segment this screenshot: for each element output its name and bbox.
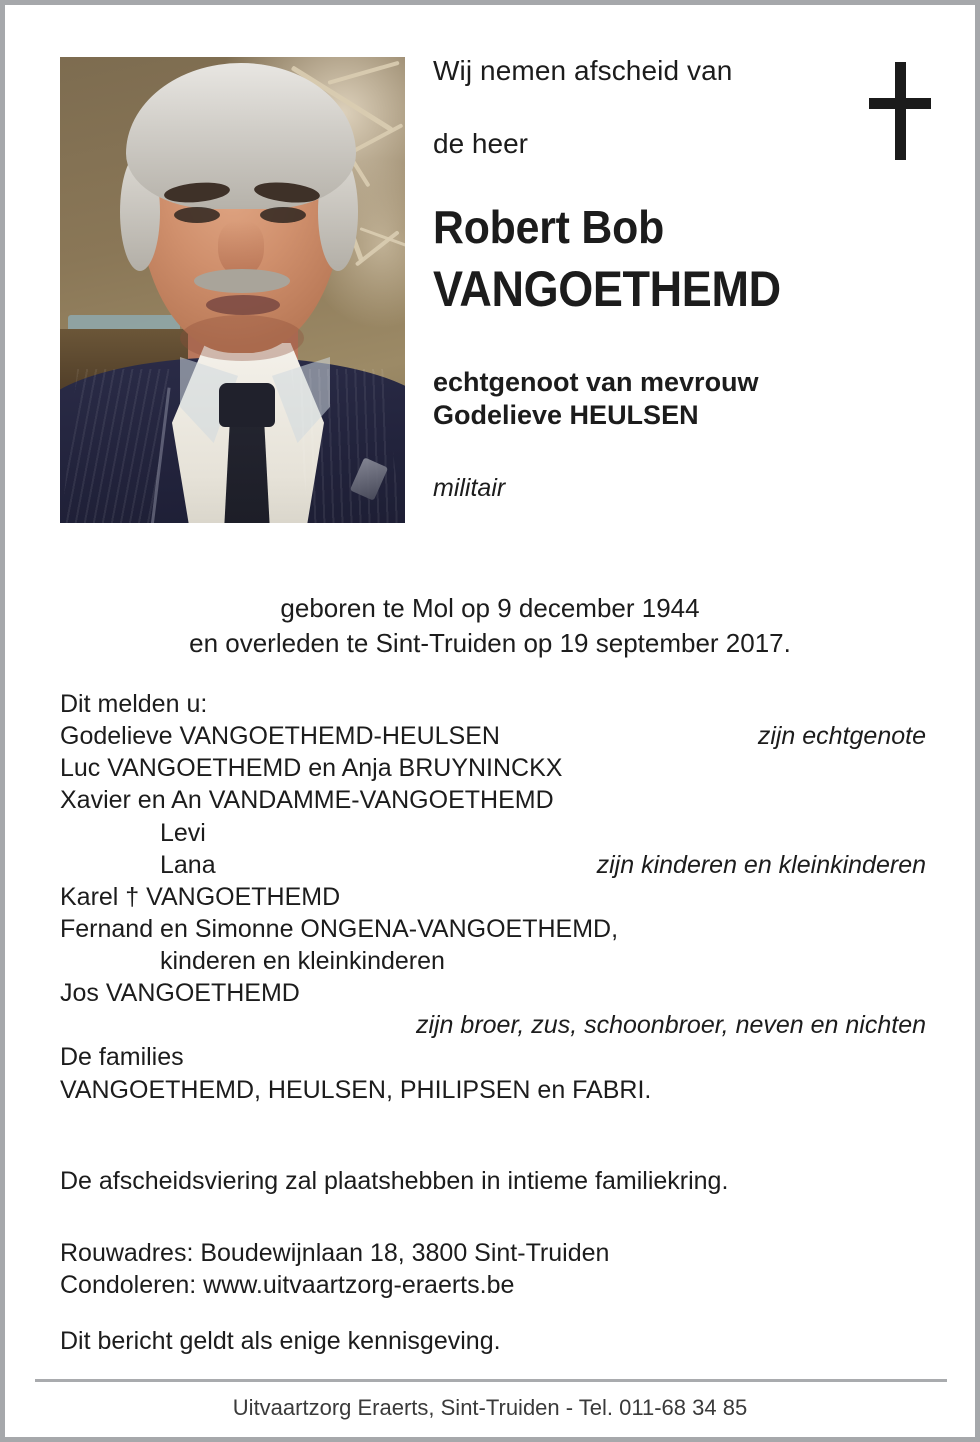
footer-divider: [35, 1379, 947, 1382]
family-line: [60, 881, 926, 913]
family-line: [60, 849, 926, 881]
family-name: Levi: [160, 818, 206, 847]
family-line: [60, 784, 926, 816]
deceased-first-name: Robert Bob: [433, 201, 665, 253]
profession-label: militair: [433, 473, 506, 502]
family-name: Fernand en Simonne ONGENA-VANGOETHEMD,: [60, 914, 619, 943]
family-line: [60, 752, 926, 784]
family-line: [60, 977, 926, 1009]
portrait-eye-right: [260, 207, 306, 223]
notice-paragraph: Dit bericht geldt als enige kennisgeving.: [60, 1327, 501, 1355]
mourning-address: Rouwadres: Boudewijnlaan 18, 3800 Sint-Truiden: [60, 1239, 610, 1267]
portrait-tie: [223, 423, 271, 523]
birth-line: geboren te Mol op 9 december 1944: [280, 593, 700, 623]
honorific-title: de heer: [433, 128, 528, 159]
family-descriptor: zijn echtgenote: [757, 722, 926, 751]
portrait-tie-knot: [219, 383, 275, 427]
family-line: [60, 817, 926, 849]
family-name: kinderen en kleinkinderen: [160, 947, 445, 975]
family-line: [60, 945, 926, 977]
life-dates: [5, 591, 975, 660]
spouse-line-2: Godelieve HEULSEN: [433, 399, 699, 430]
family-name: Karel † VANGOETHEMD: [60, 882, 341, 911]
photo-background: [60, 57, 405, 523]
announcement-intro: Dit melden u:: [60, 690, 208, 718]
header-text-block: [433, 57, 933, 501]
relatives-descriptor: zijn broer, zus, schoonbroer, neven en nichten: [415, 1011, 926, 1040]
family-name: Luc VANGOETHEMD en Anja BRUYNINCKX: [60, 754, 563, 783]
funeral-home-footer: Uitvaartzorg Eraerts, Sint-Truiden - Tel. 011-68 34 85: [232, 1395, 748, 1420]
ceremony-paragraph: De afscheidsviering zal plaatshebben in intieme familiekring.: [60, 1167, 729, 1195]
address-block: [60, 1237, 609, 1301]
portrait-mouth: [206, 295, 280, 315]
family-name: Xavier en An VANDAMME-VANGOETHEMD: [60, 786, 554, 815]
portrait-eye-left: [174, 207, 220, 223]
deceased-last-name: VANGOETHEMD: [433, 261, 781, 317]
families-names: VANGOETHEMD, HEULSEN, PHILIPSEN en FABRI.: [60, 1075, 652, 1104]
farewell-lead: Wij nemen afscheid van: [433, 55, 733, 86]
families-label: De families: [60, 1043, 184, 1072]
family-name: Godelieve VANGOETHEMD-HEULSEN: [60, 722, 500, 751]
death-line: en overleden te Sint-Truiden op 19 september 2017.: [189, 627, 791, 658]
family-name: Lana: [160, 850, 216, 879]
spouse-block: [433, 366, 933, 432]
deceased-portrait-photo: [60, 57, 405, 523]
family-descriptor: zijn kinderen en kleinkinderen: [596, 850, 926, 879]
condolences-link[interactable]: Condoleren: www.uitvaartzorg-eraerts.be: [60, 1271, 515, 1300]
portrait-chin-shadow: [180, 315, 304, 361]
branch-decor-icon: [327, 61, 399, 85]
family-line: [60, 913, 926, 945]
portrait-moustache: [194, 269, 290, 293]
spouse-line-1: echtgenoot van mevrouw: [433, 367, 759, 397]
family-name: Jos VANGOETHEMD: [60, 979, 300, 1008]
family-line: [60, 720, 926, 752]
announcement-block: [60, 688, 926, 1106]
